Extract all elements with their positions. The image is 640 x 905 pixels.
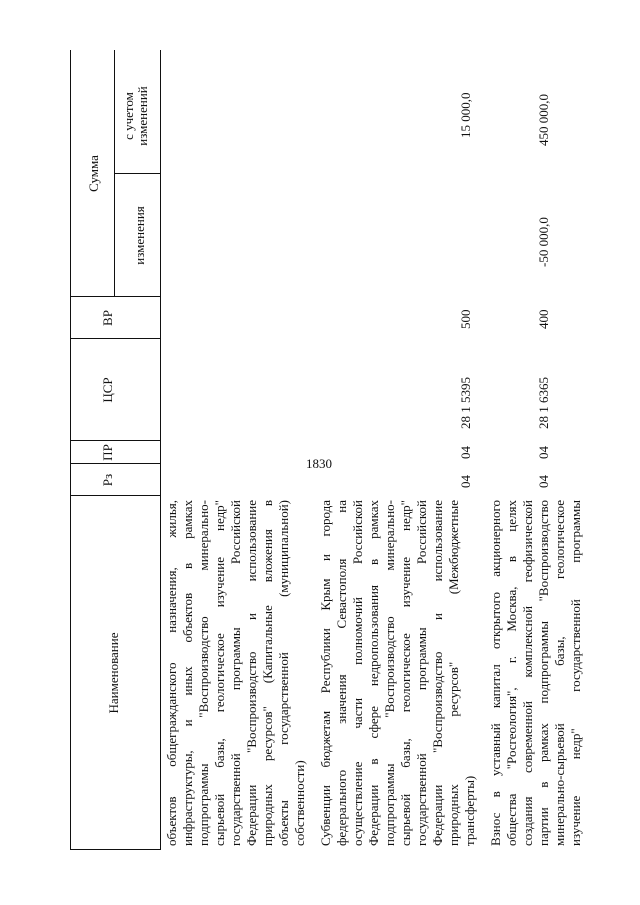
row-1-name xyxy=(164,500,308,846)
row-3-line: партии в рамках подпрограммы "Воспроизводство xyxy=(536,500,551,846)
row-1-line: инфраструктуры, и иных объектов в рамках xyxy=(180,500,195,846)
row-3-vr: 400 xyxy=(536,309,551,329)
row-3-line: создания современной комплексной геофизической xyxy=(520,500,535,846)
row-2-line: природных ресурсов" (Межбюджетные xyxy=(446,500,461,846)
row-2-vr: 500 xyxy=(458,309,473,329)
row-2-line: осуществление части полномочий Российской xyxy=(350,500,365,846)
row-3-csr: 28 1 6365 xyxy=(536,377,551,429)
row-2-line: Субвенции бюджетам Республики Крым и города xyxy=(318,500,333,846)
header-csr: ЦСР xyxy=(100,377,115,403)
row-3-line: Взнос в уставный капитал открытого акционерного xyxy=(488,500,503,846)
row-1-line: природных ресурсов" (Капитальные вложения в xyxy=(260,500,275,846)
row-1-line: государственной программы Российской xyxy=(228,500,243,846)
row-1-line: Федерации "Воспроизводство и использование xyxy=(244,500,259,846)
row-1-line: сырьевой базы, геологическое изучение недр" xyxy=(212,500,227,846)
page-number: 1830 xyxy=(306,456,332,471)
row-2-pr: 04 xyxy=(458,446,473,459)
row-2-line: государственной программы Российской xyxy=(414,500,429,846)
row-1-line: подпрограммы "Воспроизводство минерально- xyxy=(196,500,211,846)
row-1-line: собственности) xyxy=(292,760,307,846)
row-3-rz: 04 xyxy=(536,475,551,488)
header-vr: ВР xyxy=(100,310,115,326)
row-2-line: трансферты) xyxy=(462,775,477,846)
row-2-line: подпрограммы "Воспроизводство минерально- xyxy=(382,500,397,846)
row-3-total: 450 000,0 xyxy=(536,94,551,146)
row-3-change: -50 000,0 xyxy=(536,217,551,267)
header-pr: ПР xyxy=(100,444,115,461)
row-2-line: сырьевой базы, геологическое изучение недр" xyxy=(398,500,413,846)
row-2-csr: 28 1 5395 xyxy=(458,377,473,429)
header-name: Наименование xyxy=(106,632,121,714)
row-1-line: объекты государственной (муниципальной) xyxy=(276,500,291,846)
row-2-line: федерального значения Севастополя на xyxy=(334,500,349,846)
row-1-line: объектов общегражданского назначения, жилья, xyxy=(164,500,179,846)
row-3-pr: 04 xyxy=(536,446,551,459)
row-2-name xyxy=(318,500,478,846)
table-header-bottom-border xyxy=(160,50,161,850)
row-3-line: изучение недр" государственной программы xyxy=(568,500,583,846)
row-3-name xyxy=(488,500,584,846)
header-sum: Сумма xyxy=(86,155,101,192)
row-2-rz: 04 xyxy=(458,475,473,488)
header-rz: Рз xyxy=(100,473,115,487)
header-with-changes: с учетом изменений xyxy=(121,86,150,146)
row-2-line: Федерации "Воспроизводство и использование xyxy=(430,500,445,846)
header-changes: изменения xyxy=(132,206,147,265)
table-top-border xyxy=(70,50,71,850)
rotated-table-page xyxy=(70,50,583,850)
row-2-line: Федерации в сфере недропользования в рамках xyxy=(366,500,381,846)
row-3-line: минерально-сырьевой базы, геологическое xyxy=(552,500,567,846)
row-2-total: 15 000,0 xyxy=(458,92,473,138)
row-3-line: общества "Росгеология", г. Москва, в целях xyxy=(504,500,519,846)
